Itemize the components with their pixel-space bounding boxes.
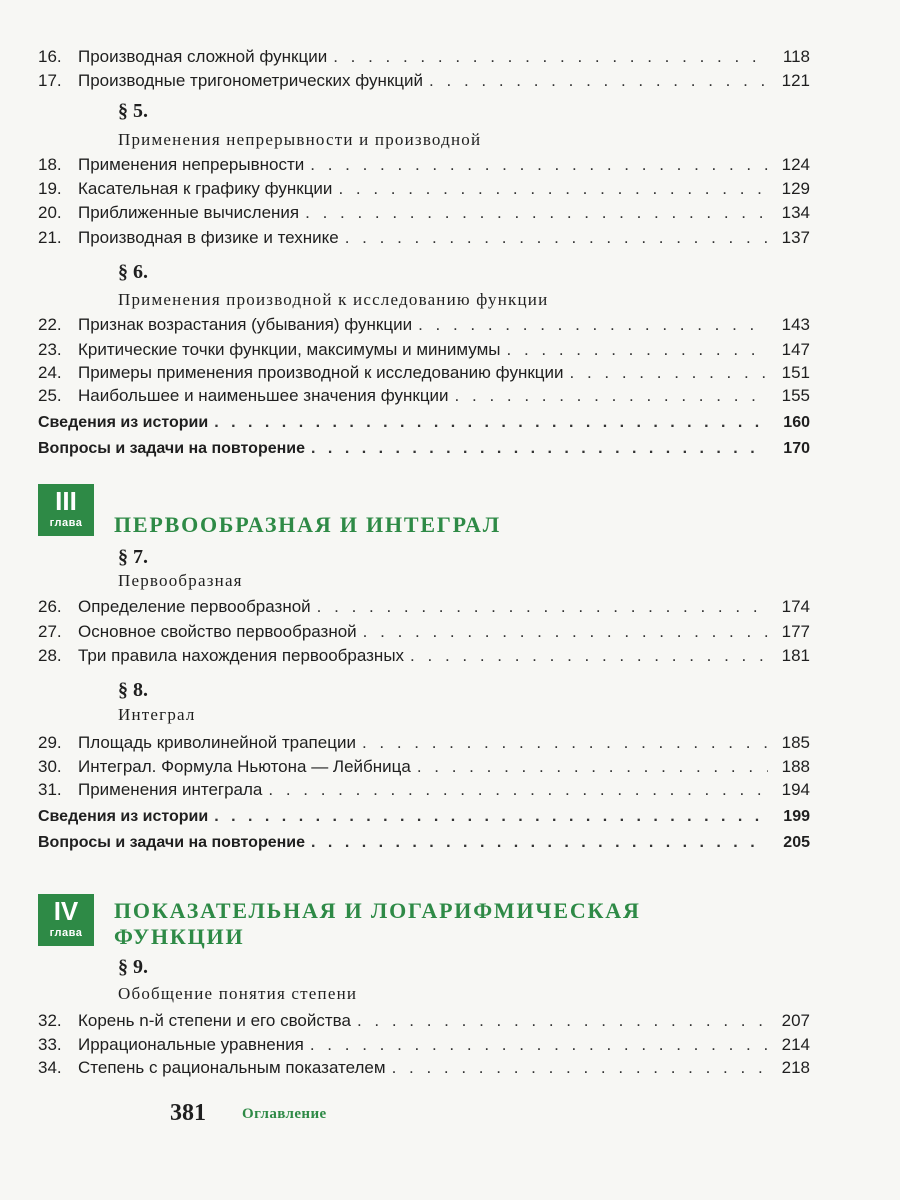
entry-title: Примеры применения производной к исследованию функции [78,363,564,382]
toc-entry-history [38,806,810,828]
toc-entry-22 [38,314,810,336]
entry-page: 174 [781,597,810,616]
entry-page: 147 [781,340,810,359]
toc-entry-review [38,438,810,460]
toc-entry-history [38,412,810,434]
entry-page: 170 [783,440,810,457]
leader-dots [429,70,768,92]
entry-title: Корень n-й степени и его свойства [78,1011,351,1030]
leader-dots [305,202,768,224]
toc-entry-30 [38,756,810,778]
entry-title: Три правила нахождения первообразных [78,646,405,665]
entry-title: Критические точки функции, максимумы и минимумы [78,340,501,359]
leader-dots [311,438,768,460]
section-title: Первообразная [118,571,243,590]
chapter-roman-number: IV [53,896,79,926]
entry-title: Наибольшее и наименьшее значения функции [78,386,449,405]
toc-entry-25 [38,385,810,407]
leader-dots [455,385,768,407]
toc-entry-32 [38,1010,810,1032]
entry-number: 31. [38,780,62,799]
section-number: § 7. [118,546,148,568]
chapter-label: глава [49,517,83,529]
entry-number: 22. [38,315,62,334]
chapter-title [114,512,501,538]
entry-number: 32. [38,1011,62,1030]
entry-page: 155 [781,386,810,405]
chapter-title [114,898,641,950]
toc-entry-29 [38,732,810,754]
section-title: Интеграл [118,705,196,724]
chapter-title-line: ПОКАЗАТЕЛЬНАЯ И ЛОГАРИФМИЧЕСКАЯ [114,898,641,923]
leader-dots [214,412,768,434]
toc-entry-27 [38,621,810,643]
chapter-badge [38,484,94,536]
toc-entry-31 [38,779,810,801]
entry-number: 30. [38,757,62,776]
leader-dots [310,154,768,176]
leader-dots [392,1057,768,1079]
section-number: § 6. [118,261,148,283]
entry-title: Площадь криволинейной трапеции [78,733,356,752]
chapter-badge [38,894,94,946]
entry-page: 194 [781,780,810,799]
section-title: Применения непрерывности и производной [118,130,482,149]
entry-number: 20. [38,203,62,222]
entry-title: Интеграл. Формула Ньютона — Лейбница [78,757,411,776]
leader-dots [410,645,768,667]
leader-dots [310,1034,768,1056]
leader-dots [363,621,768,643]
entry-number: 21. [38,228,62,247]
entry-page: 218 [781,1058,810,1077]
entry-number: 26. [38,597,62,616]
entry-title: Степень с рациональным показателем [78,1058,386,1077]
toc-entry-review [38,832,810,854]
entry-number: 19. [38,179,62,198]
section-title: Применения производной к исследованию функции [118,290,549,309]
leader-dots [357,1010,768,1032]
entry-title: Иррациональные уравнения [78,1035,304,1054]
entry-title: Производная сложной функции [78,47,328,66]
entry-page: 137 [781,228,810,247]
entry-number: 34. [38,1058,62,1077]
toc-entry-24 [38,362,810,384]
entry-number: 16. [38,47,62,66]
leader-dots [268,779,768,801]
leader-dots [570,362,768,384]
leader-dots [362,732,768,754]
entry-page: 199 [783,808,810,825]
entry-title: Сведения из истории [38,808,209,825]
entry-title: Основное свойство первообразной [78,622,357,641]
entry-number: 17. [38,71,62,90]
footer-label: Оглавление [242,1106,327,1122]
toc-entry-18 [38,154,810,176]
entry-page: 151 [781,363,810,382]
entry-number: 33. [38,1035,62,1054]
entry-number: 27. [38,622,62,641]
toc-entry-23 [38,339,810,361]
entry-page: 214 [781,1035,810,1054]
leader-dots [333,46,768,68]
entry-title: Производная в физике и технике [78,228,339,247]
entry-page: 134 [781,203,810,222]
leader-dots [418,314,768,336]
section-number: § 5. [118,100,148,122]
entry-page: 188 [781,757,810,776]
entry-page: 205 [783,834,810,851]
entry-title: Применения непрерывности [78,155,305,174]
toc-entry-33 [38,1034,810,1056]
entry-page: 185 [781,733,810,752]
section-title: Обобщение понятия степени [118,984,358,1003]
leader-dots [214,806,768,828]
entry-page: 207 [781,1011,810,1030]
entry-page: 177 [781,622,810,641]
entry-title: Вопросы и задачи на повторение [38,440,306,457]
section-number: § 8. [118,679,148,701]
section-number: § 9. [118,956,148,978]
toc-entry-19 [38,178,810,200]
entry-number: 25. [38,386,62,405]
toc-entry-26 [38,596,810,618]
toc-entry-34 [38,1057,810,1079]
entry-page: 181 [781,646,810,665]
leader-dots [311,832,768,854]
toc-entry-28 [38,645,810,667]
toc-entry-21 [38,227,810,249]
chapter-label: глава [49,927,83,939]
chapter-title-line: ПЕРВООБРАЗНАЯ И ИНТЕГРАЛ [114,512,501,537]
leader-dots [338,178,768,200]
entry-page: 143 [781,315,810,334]
toc-entry-16 [38,46,810,68]
leader-dots [417,756,768,778]
entry-page: 160 [783,414,810,431]
toc-entry-20 [38,202,810,224]
entry-page: 121 [781,71,810,90]
entry-number: 23. [38,340,62,359]
entry-title: Вопросы и задачи на повторение [38,834,306,851]
entry-number: 24. [38,363,62,382]
entry-page: 124 [781,155,810,174]
entry-number: 18. [38,155,62,174]
entry-title: Применения интеграла [78,780,263,799]
entry-page: 118 [782,47,810,66]
entry-page: 129 [781,179,810,198]
entry-title: Сведения из истории [38,414,209,431]
entry-title: Определение первообразной [78,597,311,616]
chapter-title-line: ФУНКЦИИ [114,924,245,949]
leader-dots [345,227,768,249]
page-number: 381 [170,1100,206,1126]
entry-number: 29. [38,733,62,752]
leader-dots [317,596,768,618]
entry-title: Касательная к графику функции [78,179,333,198]
chapter-roman-number: III [55,486,77,516]
entry-title: Признак возрастания (убывания) функции [78,315,413,334]
entry-title: Приближенные вычисления [78,203,300,222]
entry-title: Производные тригонометрических функций [78,71,424,90]
entry-number: 28. [38,646,62,665]
toc-entry-17 [38,70,810,92]
leader-dots [507,339,768,361]
